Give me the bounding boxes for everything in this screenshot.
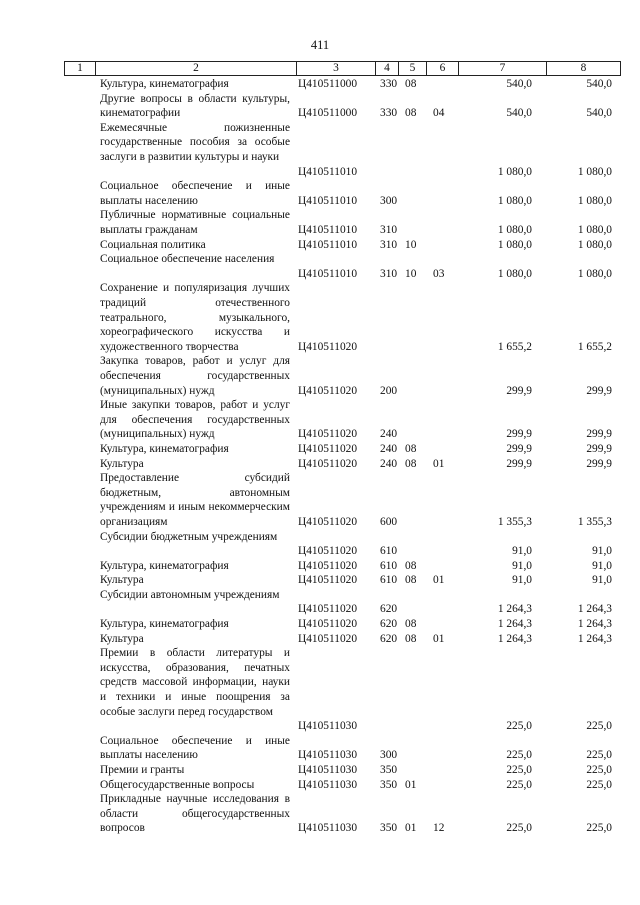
table-row (0, 588, 640, 617)
row-subsection: 01 (433, 574, 445, 587)
column-header-7: 7 (459, 62, 547, 76)
row-section: 08 (405, 559, 417, 572)
row-amount-col8: 1 655,2 (577, 340, 612, 353)
row-target-code: Ц410511030 (298, 822, 358, 835)
row-amount-col7: 1 355,3 (497, 515, 532, 528)
row-amount-col7: 225,0 (506, 749, 532, 762)
row-amount-col8: 225,0 (586, 822, 612, 835)
row-amount-col7: 1 080,0 (497, 165, 532, 178)
row-target-code: Ц410511020 (298, 428, 358, 441)
row-amount-col7: 299,9 (506, 428, 532, 441)
row-subsection: 12 (433, 822, 445, 835)
table-row (0, 471, 640, 529)
row-target-code: Ц410511020 (298, 618, 358, 631)
row-subsection: 03 (433, 267, 445, 280)
row-amount-col7: 1 080,0 (497, 194, 532, 207)
row-subsection: 01 (433, 457, 445, 470)
row-description: Ежемесячные пожизненные государственные пособия за особые заслуги в развитии культуры и науки (100, 121, 290, 163)
row-target-code: Ц410511010 (298, 238, 358, 251)
row-expense-type: 610 (380, 545, 398, 558)
row-expense-type: 310 (380, 267, 398, 280)
table-row (0, 442, 640, 457)
row-description: Культура, кинематография (100, 559, 229, 572)
row-target-code: Ц410511030 (298, 778, 358, 791)
row-target-code: Ц410511020 (298, 515, 358, 528)
table-row (0, 238, 640, 253)
table-row (0, 646, 640, 734)
row-description: Премии и гранты (100, 764, 185, 777)
row-amount-col7: 1 264,3 (497, 603, 532, 616)
row-target-code: Ц410511020 (298, 559, 358, 572)
row-section: 08 (405, 574, 417, 587)
row-description: Культура, кинематография (100, 442, 229, 455)
row-amount-col8: 1 355,3 (577, 515, 612, 528)
row-amount-col7: 299,9 (506, 442, 532, 455)
column-header-1: 1 (65, 62, 96, 76)
table-row (0, 632, 640, 647)
table-row (0, 559, 640, 574)
table-row (0, 252, 640, 281)
row-amount-col8: 1 080,0 (577, 238, 612, 251)
row-amount-col8: 225,0 (586, 764, 612, 777)
row-amount-col8: 1 264,3 (577, 618, 612, 631)
budget-table-body (0, 77, 640, 836)
row-target-code: Ц410511020 (298, 457, 358, 470)
row-target-code: Ц410511020 (298, 603, 358, 616)
row-section: 10 (405, 267, 417, 280)
row-description: Социальное обеспечение и иные выплаты населению (100, 180, 290, 207)
row-description: Социальное обеспечение населения (100, 253, 275, 266)
row-expense-type: 610 (380, 559, 398, 572)
row-description: Культура (100, 457, 144, 470)
row-section: 10 (405, 238, 417, 251)
table-row (0, 179, 640, 208)
row-description: Сохранение и популяризация лучших традиций отечественного театрального, музыкального, хореографического искусства и художественного творчества (100, 282, 290, 353)
row-amount-col7: 91,0 (512, 545, 532, 558)
row-amount-col7: 1 655,2 (497, 340, 532, 353)
row-amount-col7: 225,0 (506, 720, 532, 733)
row-expense-type: 350 (380, 764, 398, 777)
row-description: Культура (100, 574, 144, 587)
row-description: Социальная политика (100, 238, 206, 251)
row-expense-type: 300 (380, 749, 398, 762)
row-target-code: Ц410511020 (298, 384, 358, 397)
row-amount-col7: 540,0 (506, 78, 532, 90)
row-expense-type: 620 (380, 603, 398, 616)
row-amount-col7: 225,0 (506, 822, 532, 835)
row-expense-type: 620 (380, 632, 398, 645)
row-amount-col8: 299,9 (586, 442, 612, 455)
row-amount-col8: 91,0 (592, 559, 612, 572)
table-row (0, 573, 640, 588)
row-amount-col8: 1 264,3 (577, 603, 612, 616)
table-row (0, 281, 640, 354)
row-subsection: 04 (433, 107, 445, 120)
column-header-8: 8 (547, 62, 621, 76)
row-amount-col7: 1 080,0 (497, 267, 532, 280)
row-amount-col8: 1 264,3 (577, 632, 612, 645)
row-description: Субсидии бюджетным учреждениям (100, 530, 278, 543)
row-amount-col8: 225,0 (586, 749, 612, 762)
row-amount-col7: 91,0 (512, 559, 532, 572)
row-amount-col7: 1 080,0 (497, 223, 532, 236)
page-number: 411 (310, 38, 330, 52)
row-amount-col8: 540,0 (586, 107, 612, 120)
row-description: Социальное обеспечение и иные выплаты населению (100, 734, 290, 762)
row-amount-col8: 1 080,0 (577, 223, 612, 236)
row-amount-col7: 1 080,0 (497, 238, 532, 251)
row-amount-col8: 91,0 (592, 545, 612, 558)
row-target-code: Ц410511020 (298, 545, 358, 558)
row-amount-col8: 540,0 (586, 78, 612, 90)
table-row (0, 763, 640, 778)
column-header-4: 4 (376, 62, 399, 76)
row-target-code: Ц410511030 (298, 749, 358, 762)
table-row (0, 792, 640, 836)
row-description: Предоставление субсидий бюджетным, автономным учреждениям и иным некоммерческим организациям (100, 472, 290, 528)
row-amount-col8: 225,0 (586, 778, 612, 791)
column-header-5: 5 (399, 62, 427, 76)
row-target-code: Ц410511020 (298, 574, 358, 587)
row-amount-col8: 91,0 (592, 574, 612, 587)
row-expense-type: 620 (380, 618, 398, 631)
table-row (0, 734, 640, 763)
row-section: 08 (405, 632, 417, 645)
row-expense-type: 240 (380, 442, 398, 455)
row-expense-type: 350 (380, 822, 398, 835)
table-row (0, 121, 640, 179)
row-description: Культура (100, 632, 144, 645)
row-target-code: Ц410511010 (298, 165, 358, 178)
row-description: Другие вопросы в области культуры, кинематографии (100, 92, 290, 120)
row-amount-col8: 225,0 (586, 720, 612, 733)
column-header-6: 6 (427, 62, 459, 76)
row-amount-col8: 299,9 (586, 428, 612, 441)
row-subsection: 01 (433, 632, 445, 645)
row-amount-col7: 225,0 (506, 764, 532, 777)
row-section: 08 (405, 457, 417, 470)
column-header-2: 2 (96, 62, 297, 76)
row-expense-type: 610 (380, 574, 398, 587)
row-description: Закупка товаров, работ и услуг для обеспечения государственных (муниципальных) нужд (100, 355, 290, 397)
table-row (0, 617, 640, 632)
row-expense-type: 200 (380, 384, 398, 397)
row-section: 01 (405, 822, 417, 835)
row-description: Публичные нормативные социальные выплаты гражданам (100, 209, 290, 236)
table-row (0, 778, 640, 793)
row-target-code: Ц410511010 (298, 267, 358, 280)
row-section: 08 (405, 78, 417, 90)
row-target-code: Ц410511020 (298, 442, 358, 455)
row-target-code: Ц410511010 (298, 223, 358, 236)
row-target-code: Ц410511030 (298, 720, 358, 733)
row-amount-col7: 225,0 (506, 778, 532, 791)
row-amount-col7: 1 264,3 (497, 618, 532, 631)
row-amount-col8: 1 080,0 (577, 194, 612, 207)
row-expense-type: 240 (380, 428, 398, 441)
row-target-code: Ц410511020 (298, 340, 358, 353)
table-row (0, 208, 640, 237)
row-expense-type: 330 (380, 78, 398, 90)
row-section: 01 (405, 778, 417, 791)
column-header-3: 3 (297, 62, 376, 76)
row-target-code: Ц410511000 (298, 78, 358, 90)
row-expense-type: 600 (380, 515, 398, 528)
row-expense-type: 330 (380, 107, 398, 120)
row-expense-type: 350 (380, 778, 398, 791)
row-amount-col8: 1 080,0 (577, 165, 612, 178)
row-amount-col8: 299,9 (586, 384, 612, 397)
row-description: Субсидии автономным учреждениям (100, 588, 280, 601)
row-description: Премии в области литературы и искусства, образования, печатных средств массовой информации, науки и техники и иные поощрения за особые заслуги перед государством (100, 647, 290, 718)
row-amount-col7: 1 264,3 (497, 632, 532, 645)
row-expense-type: 300 (380, 194, 398, 207)
table-row (0, 77, 640, 92)
row-amount-col8: 299,9 (586, 457, 612, 470)
row-amount-col7: 299,9 (506, 384, 532, 397)
row-target-code: Ц410511020 (298, 632, 358, 645)
row-expense-type: 310 (380, 238, 398, 251)
row-description: Культура, кинематография (100, 618, 229, 631)
row-expense-type: 240 (380, 457, 398, 470)
row-description: Культура, кинематография (100, 78, 229, 90)
row-section: 08 (405, 618, 417, 631)
row-section: 08 (405, 442, 417, 455)
row-target-code: Ц410511030 (298, 764, 358, 777)
row-amount-col7: 299,9 (506, 457, 532, 470)
row-description: Иные закупки товаров, работ и услуг для обеспечения государственных (муниципальных) нужд (100, 399, 290, 441)
row-description: Прикладные научные исследования в области общегосударственных вопросов (100, 793, 290, 835)
row-target-code: Ц410511010 (298, 194, 358, 207)
table-row (0, 457, 640, 472)
table-row (0, 530, 640, 559)
row-description: Общегосударственные вопросы (100, 778, 255, 791)
table-row (0, 354, 640, 398)
row-expense-type: 310 (380, 223, 398, 236)
row-target-code: Ц410511000 (298, 107, 358, 120)
row-amount-col7: 540,0 (506, 107, 532, 120)
row-amount-col7: 91,0 (512, 574, 532, 587)
column-header-row (64, 61, 621, 76)
row-section: 08 (405, 107, 417, 120)
table-row (0, 92, 640, 121)
row-amount-col8: 1 080,0 (577, 267, 612, 280)
table-row (0, 398, 640, 442)
